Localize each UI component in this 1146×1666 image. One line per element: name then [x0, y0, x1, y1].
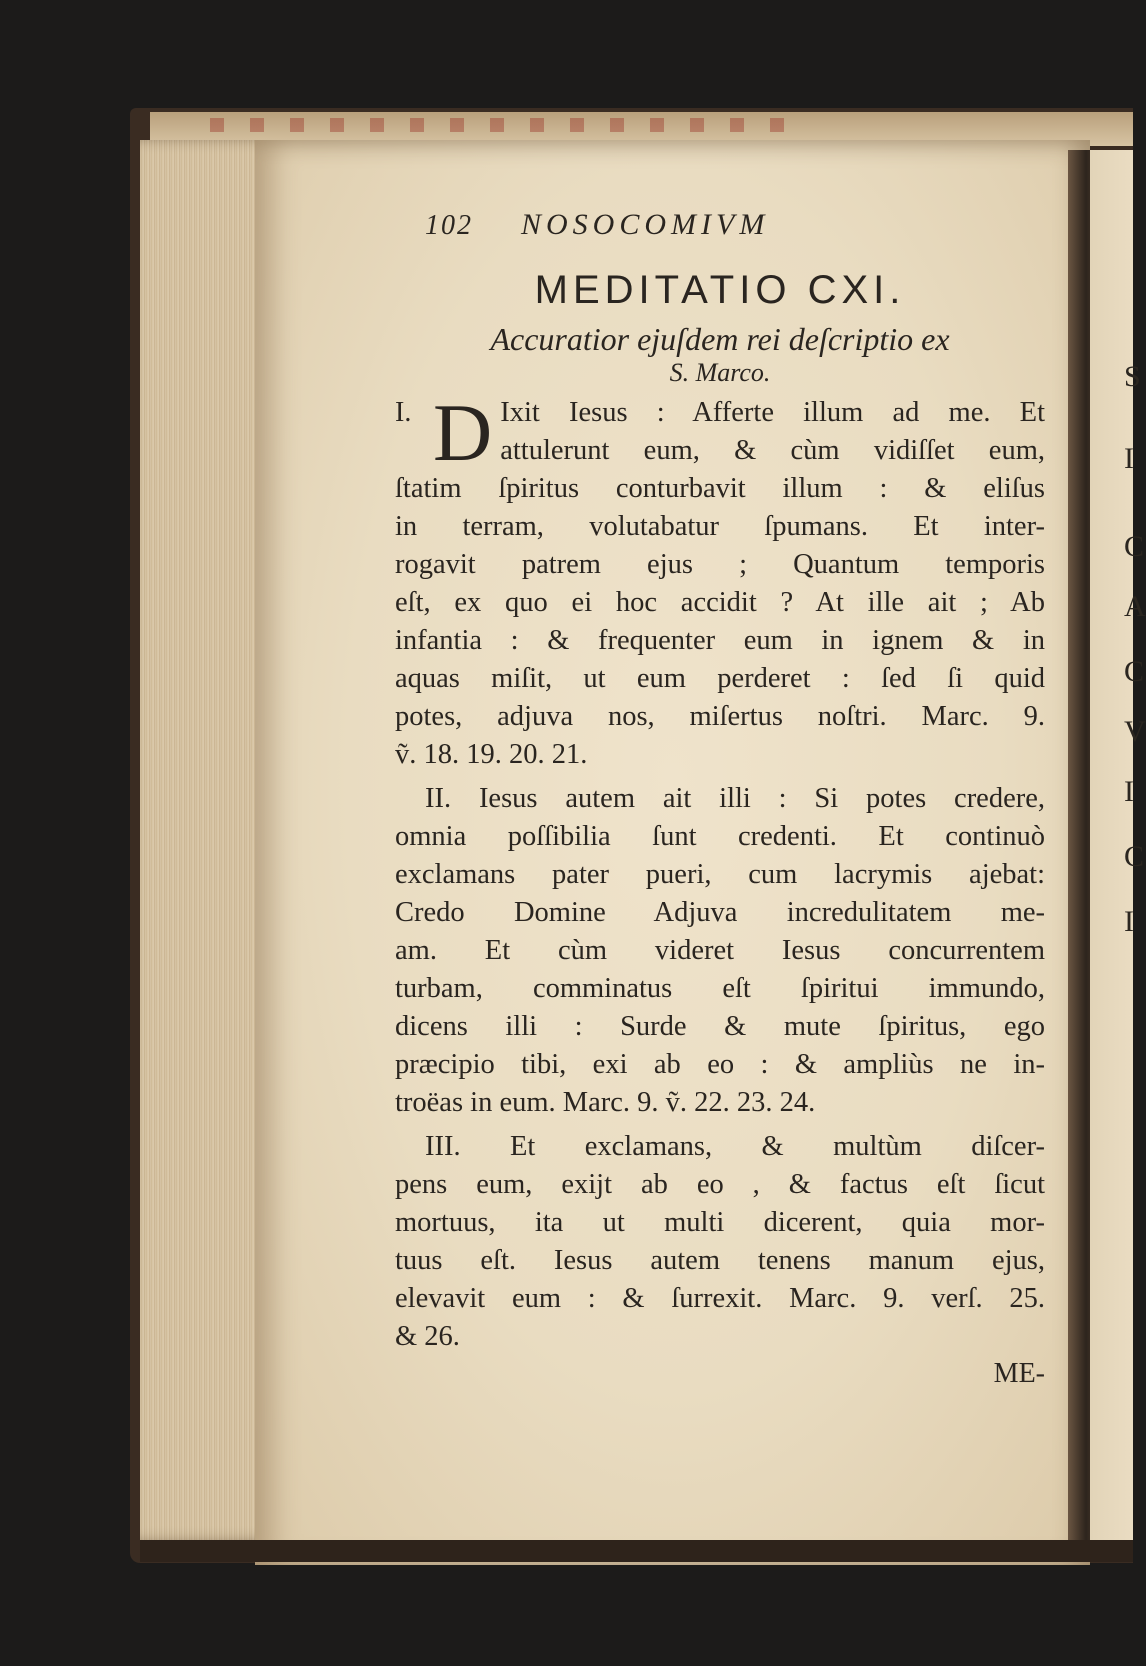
text-line: potes, adjuva nos, miſertus noſtri. Marc. 9.: [395, 701, 1045, 732]
section-1: [395, 387, 1045, 774]
drop-cap: D: [433, 387, 493, 478]
text-line: & 26.: [395, 1321, 460, 1352]
text-line: am. Et cùm videret Iesus concurrentem: [395, 935, 1045, 966]
running-header: [425, 208, 1045, 242]
text-line: pens eum, exijt ab eo , & factus eſt ſicut: [395, 1169, 1045, 1200]
text-line: elevavit eum : & ſurrexit. Marc. 9. verſ. 25.: [395, 1283, 1045, 1314]
section-1-opening-lines: [500, 394, 1045, 470]
facing-letter: C: [1124, 840, 1145, 873]
meditation-subtitle-source: S. Marco.: [669, 358, 771, 387]
meditation-subtitle: Accuratior ejuſdem rei deſcriptio ex: [490, 321, 950, 357]
text-line: exclamans pater pueri, cum lacrymis ajebat:: [395, 859, 1045, 890]
text-line: in terram, volutabatur ſpumans. Et inter-: [395, 511, 1045, 542]
text-line: ſtatim ſpiritus conturbavit illum : & eliſus: [395, 473, 1045, 504]
text-line: ṽ. 18. 19. 20. 21.: [395, 739, 588, 770]
page-text: [395, 208, 1045, 1390]
text-line: Credo Domine Adjuva incredulitatem me-: [395, 897, 1045, 928]
text-line: troëas in eum. Marc. 9. ṽ. 22. 23. 24.: [395, 1087, 816, 1118]
text-line: omnia poſſibilia ſunt credenti. Et continuò: [395, 821, 1045, 852]
page-number: 102: [425, 210, 473, 241]
text-line: aquas miſit, ut eum perderet : ſed ſi quid: [395, 663, 1045, 694]
facing-letter: C: [1124, 655, 1145, 688]
text-line: tuus eſt. Iesus autem tenens manum ejus,: [395, 1245, 1045, 1276]
top-edge-marks: [210, 118, 790, 132]
facing-letter: I: [1124, 905, 1134, 938]
text-line: rogavit patrem ejus ; Quantum temporis: [395, 549, 1045, 580]
section-2: [395, 780, 1045, 1122]
running-head-title: NOSOCOMIVM: [521, 208, 770, 241]
meditation-title: MEDITATIO CXI.: [534, 268, 906, 312]
text-line: dicens illi : Surde & mute ſpiritus, ego: [395, 1011, 1045, 1042]
facing-letter: V: [1124, 715, 1146, 748]
facing-letter: I: [1124, 775, 1134, 808]
facing-letter: S: [1124, 360, 1141, 393]
facing-letter: C: [1124, 530, 1145, 563]
section-3: [395, 1128, 1045, 1356]
text-line: turbam, comminatus eſt ſpiritui immundo,: [395, 973, 1045, 1004]
facing-letter: A: [1124, 590, 1146, 623]
text-line: infantia : & frequenter eum in ignem & in: [395, 625, 1045, 656]
section-number: I.: [395, 397, 412, 428]
text-line: attulerunt eum, & cùm vidiſſet eum,: [500, 435, 1045, 466]
text-line: eſt, ex quo ei hoc accidit ? At ille ait ; Ab: [395, 587, 1045, 618]
text-line: mortuus, ita ut multi dicerent, quia mor-: [395, 1207, 1045, 1238]
text-line: Ixit Iesus : Afferte illum ad me. Et: [500, 397, 1045, 428]
text-line: II. Iesus autem ait illi : Si potes credere,: [425, 783, 1045, 814]
section-1-opening: [395, 387, 1045, 478]
text-line: III. Et exclamans, & multùm diſcer-: [425, 1131, 1045, 1162]
book-bottom-edge: [140, 1540, 1133, 1562]
facing-letter: I: [1124, 442, 1134, 475]
text-line: præcipio tibi, exi ab eo : & ampliùs ne in-: [395, 1049, 1045, 1080]
catchword: ME-: [993, 1358, 1045, 1389]
facing-page-fragment: [1090, 150, 1146, 1550]
